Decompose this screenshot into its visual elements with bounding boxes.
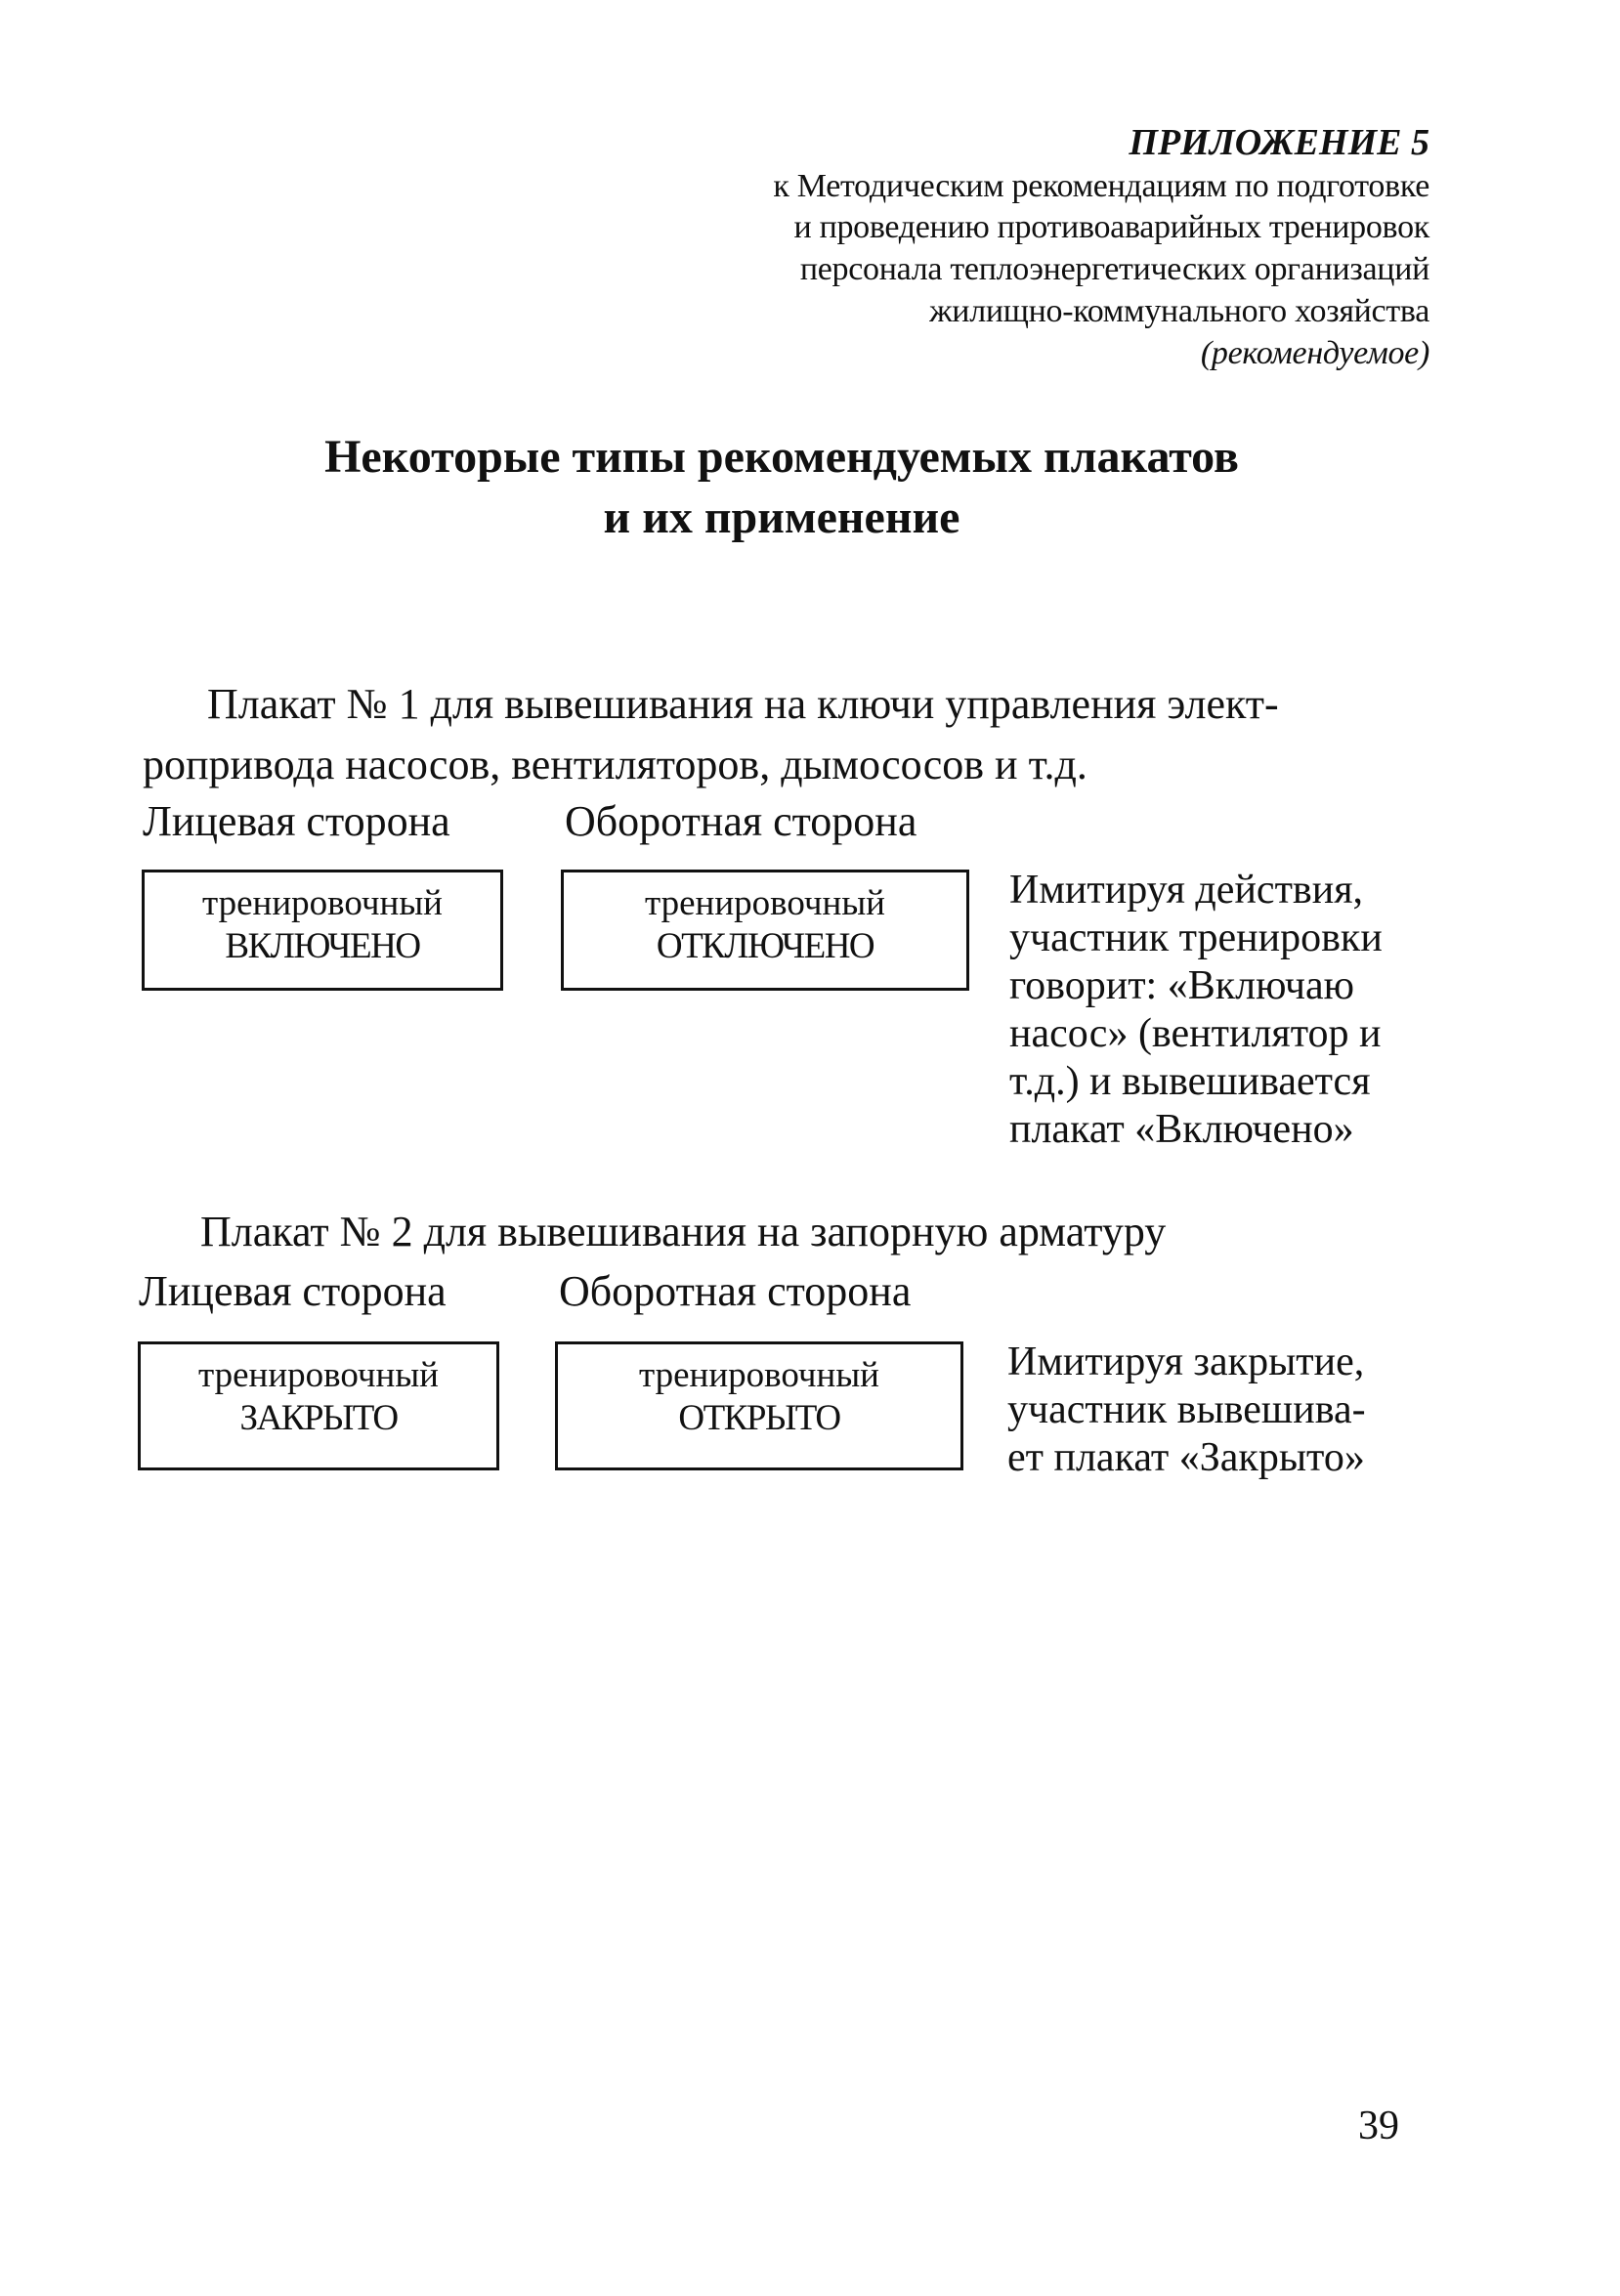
appendix-title: ПРИЛОЖЕНИЕ 5: [1129, 122, 1429, 163]
poster1-intro-line-2: ропривода насосов, вентиляторов, дымососов и т.д.: [143, 741, 1087, 788]
appendix-line-1: к Методическим рекомендациям по подготовке: [773, 168, 1429, 204]
appendix-note: (рекомендуемое): [1200, 335, 1429, 371]
poster2-description-line-1: Имитируя закрытие,: [1007, 1339, 1365, 1384]
poster2-back-line-2: ОТКРЫТО: [678, 1398, 840, 1438]
poster1-description-line-4: насос» (вентилятор и: [1009, 1011, 1382, 1056]
poster2-description: [1007, 1339, 1422, 1482]
poster1-intro-line-1: Плакат № 1 для вывешивания на ключи управления элект-: [207, 680, 1279, 728]
poster2-intro: Плакат № 2 для вывешивания на запорную арматуру: [200, 1208, 1167, 1255]
appendix-line-2: и проведению противоаварийных тренировок: [793, 209, 1429, 245]
poster1-back-sign: [561, 870, 969, 991]
poster1-description-line-3: говорит: «Включаю: [1009, 963, 1355, 1008]
poster1-description: [1009, 867, 1426, 1154]
poster1-back-line-1: тренировочный: [645, 883, 885, 923]
poster2-back-sign: [555, 1341, 963, 1470]
page-number: 39: [1358, 2104, 1399, 2148]
poster1-back-line-2: ОТКЛЮЧЕНО: [656, 926, 874, 966]
poster1-front-sign: [142, 870, 503, 991]
poster2-front-label: Лицевая сторона: [139, 1267, 447, 1315]
poster2-back-line-1: тренировочный: [639, 1355, 879, 1395]
poster1-description-line-2: участник тренировки: [1009, 915, 1383, 960]
poster2-description-line-3: ет плакат «Закрыто»: [1007, 1435, 1365, 1480]
poster1-description-line-6: плакат «Включено»: [1009, 1107, 1354, 1152]
poster2-front-line-1: тренировочный: [198, 1355, 439, 1395]
poster1-front-label: Лицевая сторона: [143, 797, 450, 845]
poster2-back-label: Оборотная сторона: [559, 1267, 912, 1315]
poster1-front-line-1: тренировочный: [202, 883, 443, 923]
poster1-back-label: Оборотная сторона: [565, 797, 917, 845]
appendix-line-4: жилищно-коммунального хозяйства: [929, 293, 1429, 329]
poster1-front-line-2: ВКЛЮЧЕНО: [225, 926, 420, 966]
poster2-description-line-2: участник вывешива-: [1007, 1387, 1366, 1432]
page-title-line-1: Некоторые типы рекомендуемых плакатов: [324, 431, 1239, 483]
poster2-front-sign: [138, 1341, 499, 1470]
poster2-front-line-2: ЗАКРЫТО: [239, 1398, 398, 1438]
poster1-description-line-1: Имитируя действия,: [1009, 868, 1364, 913]
poster1-description-line-5: т.д.) и вывешивается: [1009, 1059, 1371, 1104]
appendix-line-3: персонала теплоэнергетических организаций: [799, 251, 1429, 287]
page-title-line-2: и их применение: [603, 491, 960, 543]
